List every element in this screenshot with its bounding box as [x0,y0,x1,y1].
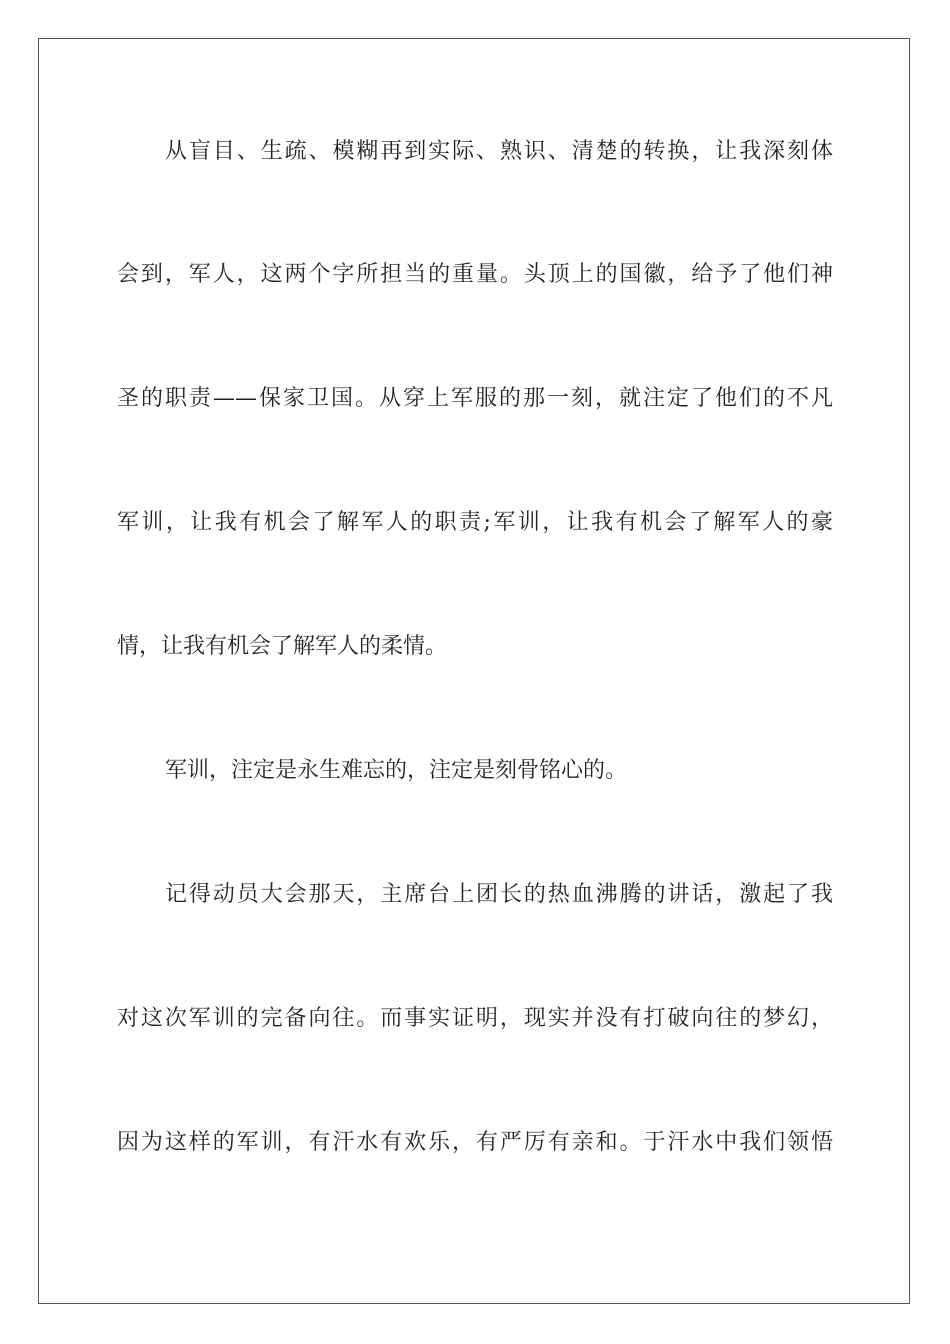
text-line-5: 情，让我有机会了解军人的柔情。 [117,634,448,659]
page-border [38,38,910,1304]
text-line-6: 军训，注定是永生难忘的，注定是刻骨铭心的。 [165,758,628,783]
text-line-3: 圣的职责——保家卫国。从穿上军服的那一刻，就注定了他们的不凡 [117,386,833,411]
text-line-1: 从盲目、生疏、模糊再到实际、熟识、清楚的转换，让我深刻体 [165,139,833,164]
text-line-7: 记得动员大会那天，主席台上团长的热血沸腾的讲话，激起了我 [165,882,833,907]
text-line-8: 对这次军训的完备向往。而事实证明，现实并没有打破向往的梦幻， [117,1006,833,1031]
text-line-4: 军训，让我有机会了解军人的职责;军训，让我有机会了解军人的豪 [117,510,833,535]
text-line-9: 因为这样的军训，有汗水有欢乐，有严厉有亲和。于汗水中我们领悟 [117,1130,833,1155]
text-line-2: 会到，军人，这两个字所担当的重量。头顶上的国徽，给予了他们神 [117,262,833,287]
